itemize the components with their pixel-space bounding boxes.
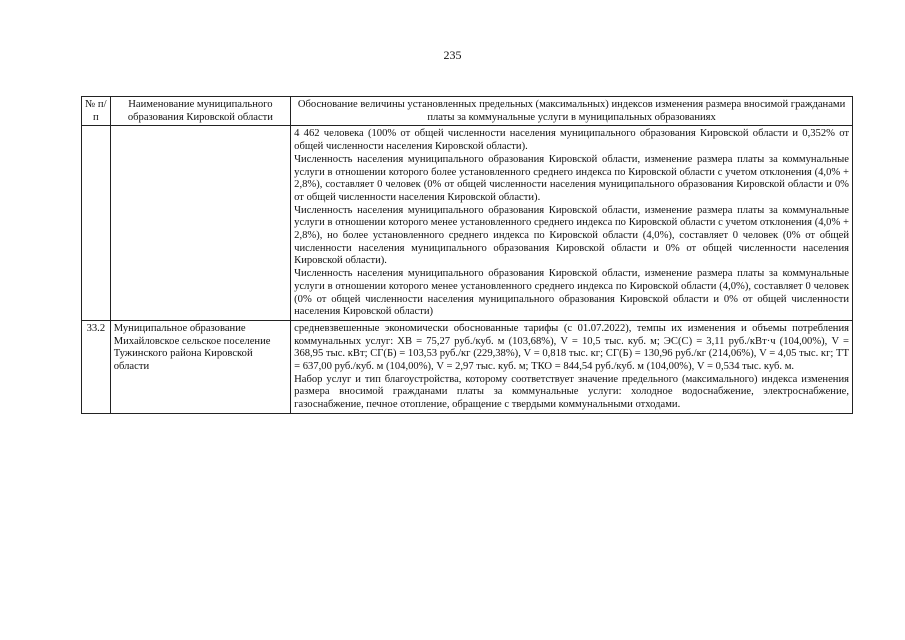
row-number: 33.2 xyxy=(82,320,111,413)
header-municipality: Наименование муниципального образования Кировской области xyxy=(110,97,290,126)
paragraph: Численность населения муниципального образования Кировской области, изменение размера платы за коммунальные услуги в отношении которого менее установленного среднего индекса по Кировской области с учетом отклонения (4,0% + 2,8%), но более установленного среднего индекса по Кировской области (4,0%), составляет 0 человек (0% от общей численности населения муниципального образования Кировской области и 0% от общей численности населения Кировской области). xyxy=(294,204,849,267)
table-header-row xyxy=(82,97,853,126)
paragraph: 4 462 человека (100% от общей численности населения муниципального образования Кировской области и 0,352% от общей численности населения Кировской области). xyxy=(294,128,849,153)
row-municipality xyxy=(110,126,290,321)
paragraph: Численность населения муниципального образования Кировской области, изменение размера платы за коммунальные услуги в отношении которого менее установленного среднего индекса по Кировской области (4,0%), составляет 0 человек (0% от общей численности населения муниципального образования Кировской области и 0% от общей численности населения Кировской области) xyxy=(294,268,849,318)
header-number: № п/п xyxy=(82,97,111,126)
page-number: 235 xyxy=(443,48,462,62)
table-row xyxy=(82,320,853,413)
row-justification xyxy=(291,126,853,321)
table-row xyxy=(82,126,853,321)
row-number xyxy=(82,126,111,321)
tariff-table xyxy=(81,96,853,414)
row-municipality: Муниципальное образование Михайловское сельское поселение Тужинского района Кировской области xyxy=(110,320,290,413)
paragraph: Численность населения муниципального образования Кировской области, изменение размера платы за коммунальные услуги в отношении которого более установленного среднего индекса по Кировской области с учетом отклонения (4,0% + 2,8%), составляет 0 человек (0% от общей численности населения муниципального образования Кировской области и 0% от общей численности населения Кировской области). xyxy=(294,153,849,203)
paragraph: Набор услуг и тип благоустройства, которому соответствует значение предельного (максимального) индекса изменения размера вносимой гражданами платы за коммунальные услуги: холодное водоснабжение, электроснабжение, газоснабжение, печное отопление, обращение с твердыми коммунальными отходами. xyxy=(294,373,849,411)
paragraph: средневзвешенные экономически обоснованные тарифы (с 01.07.2022), темпы их изменения и объемы потребления коммунальных услуг: ХВ = 75,27 руб./куб. м (103,68%), V = 10,5 тыс. куб. м; ЭС(С) = 3,11 руб./кВт·ч (104,00%), V = 368,95 тыс. кВт; СГ(Б) = 103,53 руб./кг (229,38%), V = 0,818 тыс. кг; СГ(Б) = 130,96 руб./кг (214,06%), V = 4,05 тыс. кг; ТТ = 637,00 руб./куб. м (104,00%), V = 2,97 тыс. куб. м; ТКО = 844,54 руб./куб. м (104,00%), V = 0,534 тыс. куб. м. xyxy=(294,322,849,373)
row-justification xyxy=(291,320,853,413)
header-justification: Обоснование величины установленных предельных (максимальных) индексов изменения размера вносимой гражданами платы за коммунальные услуги в муниципальных образованиях xyxy=(291,97,853,126)
